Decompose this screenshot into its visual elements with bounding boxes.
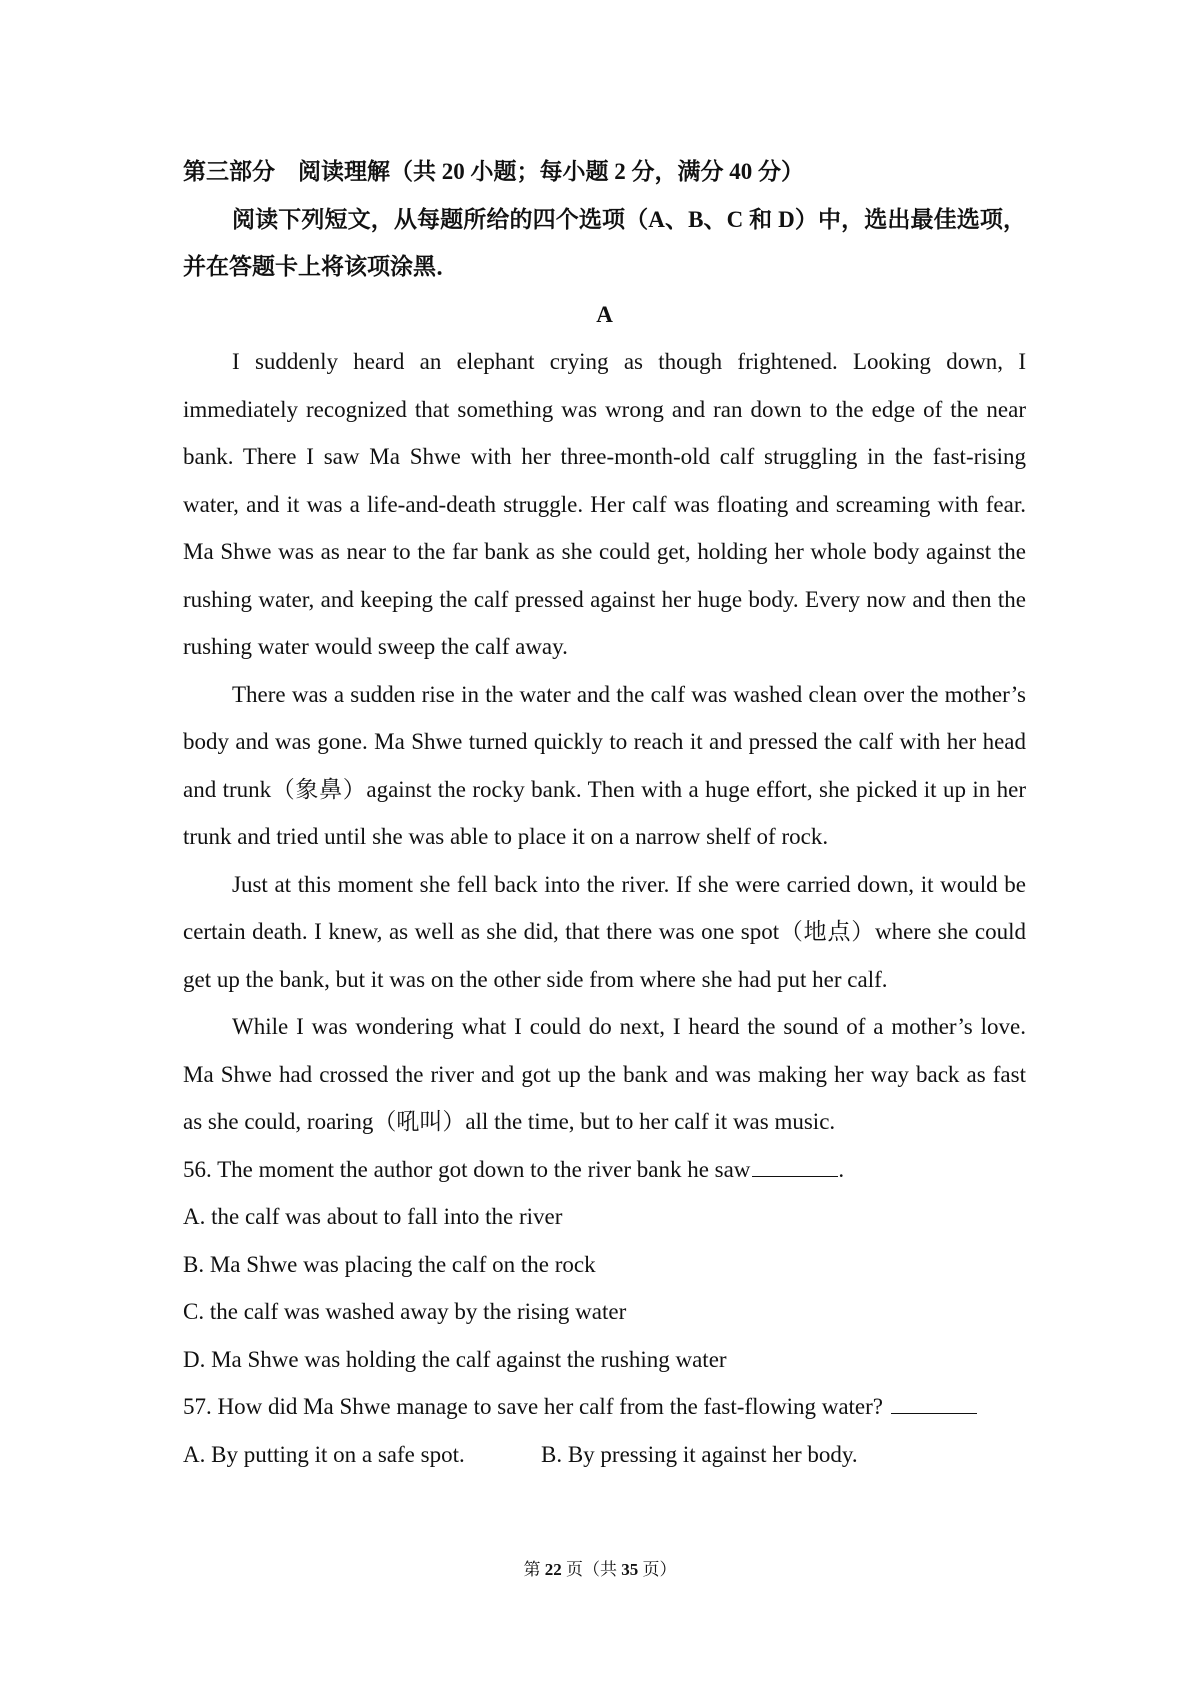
section-instructions: 阅读下列短文，从每题所给的四个选项（A、B、C 和 D）中，选出最佳选项，并在答题卡上将该项涂黑． [183,206,1026,279]
question-57-options [183,1431,1026,1479]
page-footer [0,1558,1200,1582]
question-57 [183,1383,1026,1431]
question-56-end: . [838,1156,845,1182]
question-57-option-b: B. By pressing it against her body. [541,1441,858,1467]
footer-suffix: 页） [642,1560,677,1579]
passage-paragraph: While I was wondering what I could do next, I heard the sound of a mother’s love. Ma Shwe had crossed the river and got up the bank and was making her way back as fast as she could, roaring（吼叫）all the time, but to her calf it was music. [183,1014,1026,1134]
footer-page-number: 22 [544,1560,562,1579]
question-56 [183,1146,1026,1194]
answer-blank [752,1156,838,1177]
footer-total-pages: 35 [621,1560,639,1579]
page-content [183,148,1026,1478]
passage-label: A [596,301,613,327]
question-56-option-d: D. Ma Shwe was holding the calf against the rushing water [183,1346,727,1372]
question-57-stem: 57. How did Ma Shwe manage to save her calf from the fast-flowing water? [183,1394,883,1419]
section-heading: 第三部分 阅读理解（共 20 小题；每小题 2 分，满分 40 分） [183,159,804,184]
footer-prefix: 第 [523,1560,541,1579]
question-56-stem: 56. The moment the author got down to the river bank he saw [183,1156,751,1182]
question-56-option-b: B. Ma Shwe was placing the calf on the rock [183,1251,596,1277]
question-57-option-a: A. By putting it on a safe spot. [183,1441,465,1467]
passage-paragraph: Just at this moment she fell back into the river. If she were carried down, it would be certain death. I knew, as well as she did, that there was one spot（地点）where she could get up the bank, but it was on the other side from where she had put her calf. [183,871,1026,992]
question-56-option-c: C. the calf was washed away by the rising water [183,1299,627,1324]
passage-paragraph: I suddenly heard an elephant crying as though frightened. Looking down, I immediately recognized that something was wrong and ran down to the edge of the near bank. There I saw Ma Shwe with her three-month-old calf struggling in the fast-rising water, and it was a life-and-death struggle. Her calf was floating and screaming with fear. Ma Shwe was as near to the far bank as she could get, holding her whole body against the rushing water, and keeping the calf pressed against her huge body. Every now and then the rushing water would sweep the calf away. [183,349,1026,659]
question-56-option-a: A. the calf was about to fall into the river [183,1204,563,1229]
footer-middle: 页（共 [566,1560,617,1579]
passage-paragraph: There was a sudden rise in the water and the calf was washed clean over the mother’s body and was gone. Ma Shwe turned quickly to reach it and pressed the calf with her head and trunk（象鼻）against the rocky bank. Then with a huge effort, she picked it up in her trunk and tried until she was able to place it on a narrow shelf of rock. [183,681,1026,849]
answer-blank [891,1393,977,1414]
